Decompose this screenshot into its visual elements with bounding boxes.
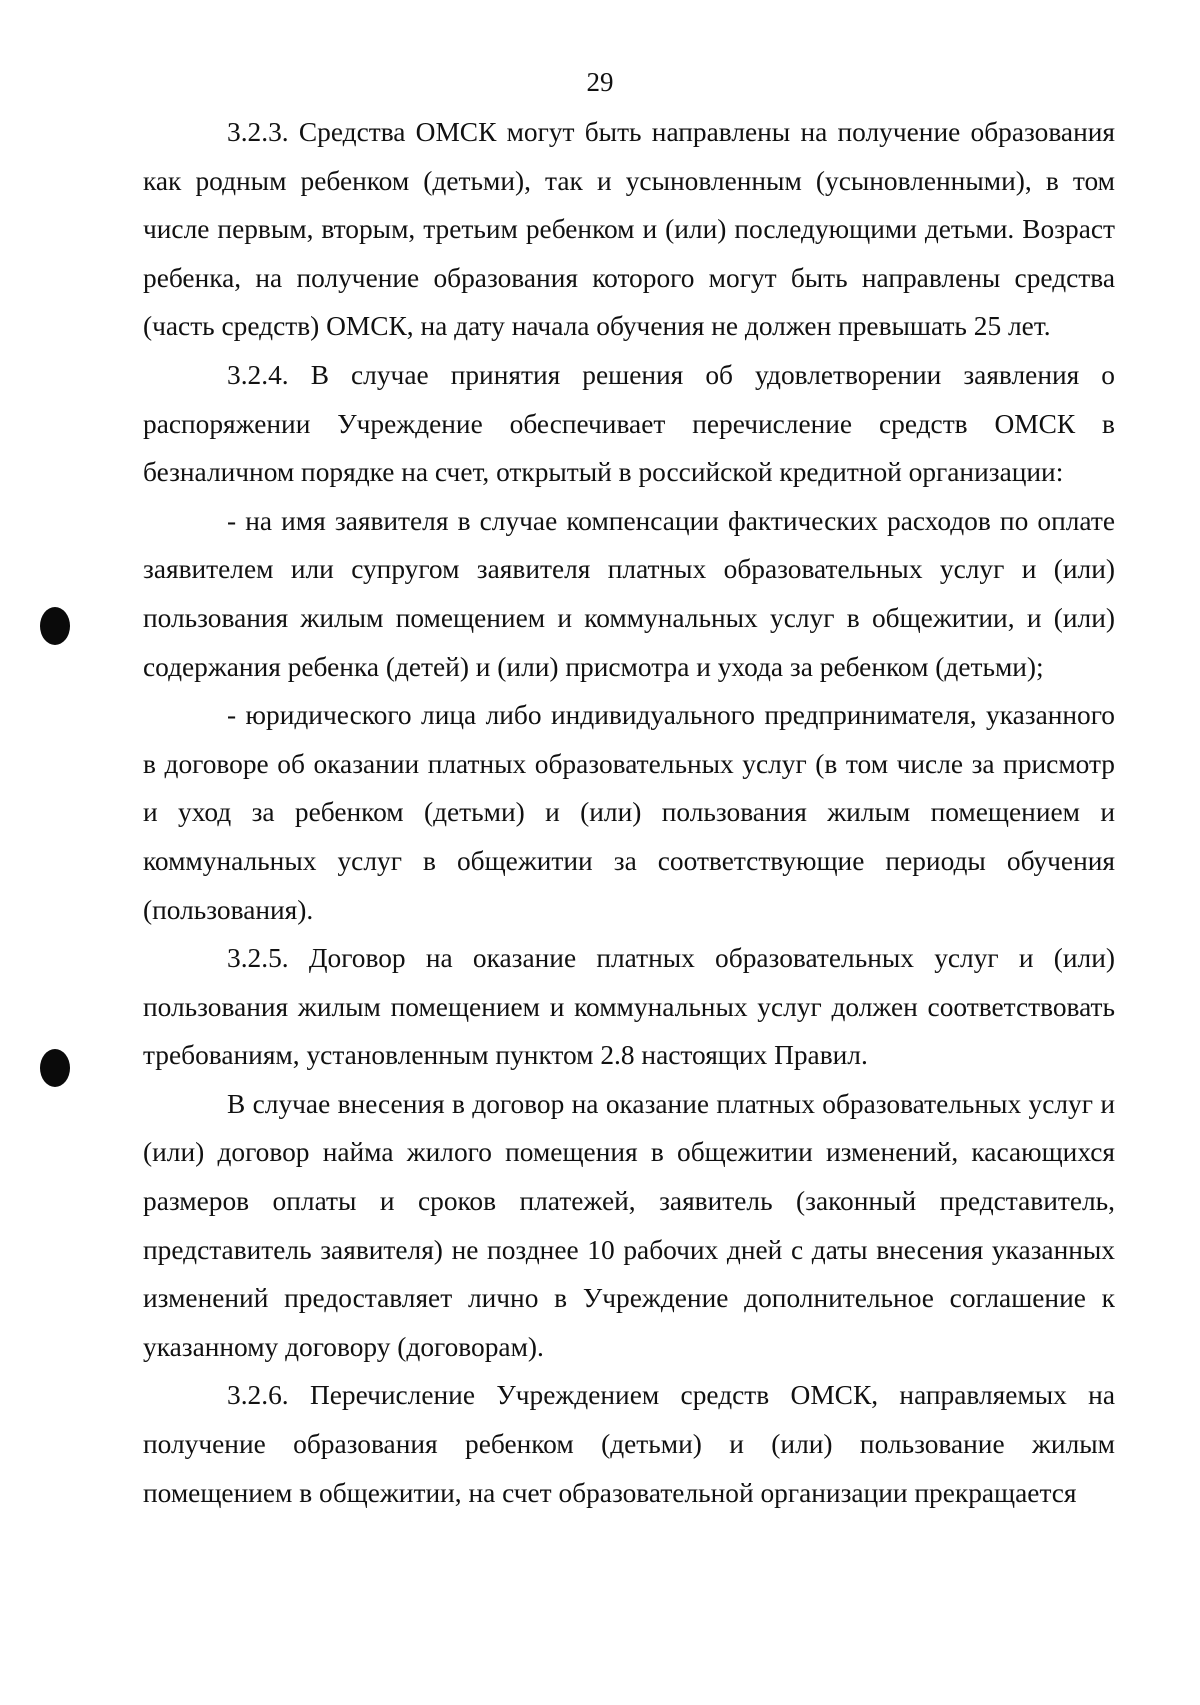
punch-hole-mark [40,1049,70,1087]
paragraph-3-2-4: 3.2.4. В случае принятия решения об удовлетворении заявления о распоряжении Учреждение обеспечивает перечисление средств ОМСК в безналичном порядке на счет, открытый в российской кредитной организации: [143,359,1115,488]
page-number: 29 [586,67,614,97]
paragraph-contract-changes: В случае внесения в договор на оказание платных образовательных услуг и (или) договор найма жилого помещения в общежитии изменений, касающихся размеров оплаты и сроков платежей, заявитель (законный представитель, представитель заявителя) не позднее 10 рабочих дней с даты внесения указанных изменений предоставляет лично в Учреждение дополнительное соглашение к указанному договору (договорам). [143,1088,1115,1362]
list-item-legal-entity: - юридического лица либо индивидуального предпринимателя, указанного в договоре об оказании платных образовательных услуг (в том числе за присмотр и уход за ребенком (детьми) и (или) пользования жилым помещением и коммунальных услуг в общежитии за соответствующие периоды обучения (пользования). [143,700,1115,925]
paragraph-3-2-5: 3.2.5. Договор на оказание платных образовательных услуг и (или) пользования жилым помещением и коммунальных услуг должен соответствовать требованиям, установленным пунктом 2.8 настоящих Правил. [143,943,1115,1071]
punch-hole-mark [40,607,70,645]
document-body [143,108,1115,1517]
paragraph-3-2-3: 3.2.3. Средства ОМСК могут быть направлены на получение образования как родным ребенком (детьми), так и усыновленным (усыновленными), в том числе первым, вторым, третьим ребенком и (или) последующими детьми. Возраст ребенка, на получение образования которого могут быть направлены средства (часть средств) ОМСК, на дату начала обучения не должен превышать 25 лет. [143,117,1115,342]
list-item-applicant: - на имя заявителя в случае компенсации фактических расходов по оплате заявителем или супругом заявителя платных образовательных услуг и (или) пользования жилым помещением и коммунальных услуг в общежитии, и (или) содержания ребенка (детей) и (или) присмотра и ухода за ребенком (детьми); [143,505,1115,682]
paragraph-3-2-6: 3.2.6. Перечисление Учреждением средств ОМСК, направляемых на получение образования ребенком (детьми) и (или) пользование жилым помещением в общежитии, на счет образовательной организации прекращается [143,1380,1115,1508]
